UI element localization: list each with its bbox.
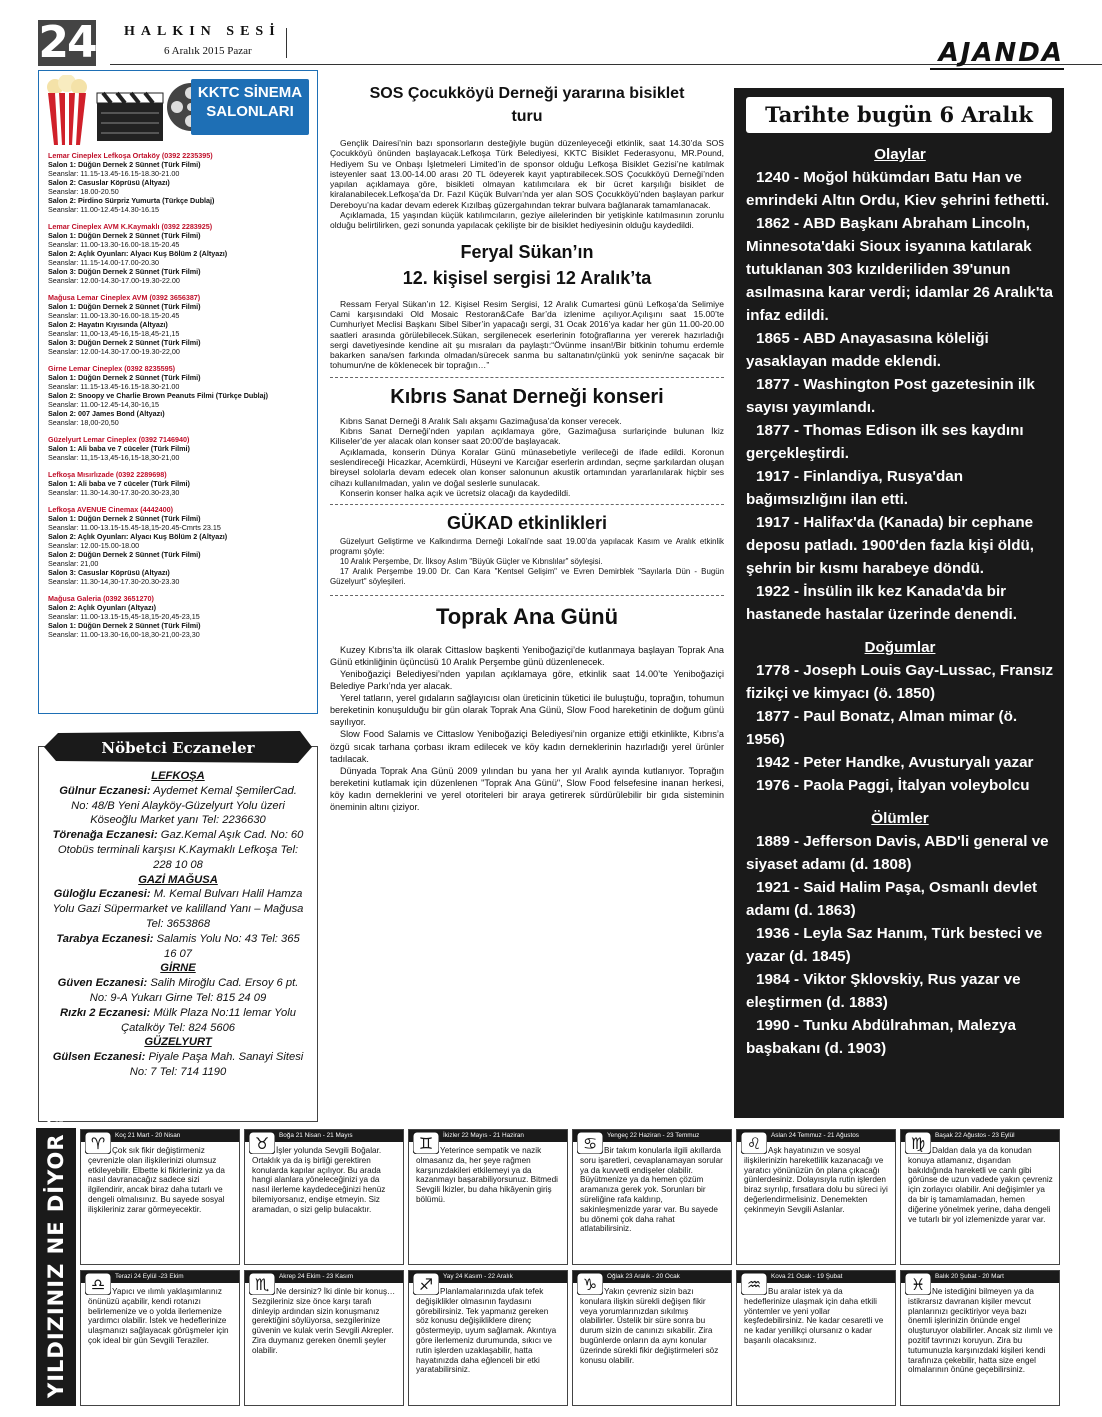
pharmacy-entry: [49, 828, 307, 872]
history-event: 1240 - Moğol hükümdarı Batu Han ve emrindeki Altın Ordu, Kiev şehrini fethetti.: [746, 169, 1050, 209]
cinema-salon: Salon 2: 007 James Bond (Altyazı): [48, 409, 165, 418]
article-paragraph: Kıbrıs Sanat Derneği 8 Aralık Salı akşamı Gazimağusa’da konser verecek.: [340, 415, 622, 426]
cancer-icon: [577, 1132, 603, 1154]
horoscope-sign-header: İkizler 22 Mayıs - 21 Haziran: [409, 1130, 567, 1142]
pharmacies-title: Nöbetci Eczaneler: [101, 739, 255, 757]
capricorn-icon: [577, 1273, 603, 1295]
horoscope-text: İşler yolunda Sevgili Boğalar. Ortaklık ya da iş birliği gerektiren konularda kapılar açılıyor. Bu arada hangi alanlara yöneleceğinizi ya da nasıl ilerleme kaydedeceğinizi henüz bilemiyorsanız, endişe etmeyin. Siz aramadan, o sizi gelip bulacaktır.: [252, 1146, 386, 1214]
cinema-showtimes: Seanslar: 12.00-14.30-17.00-19.30-22.00: [48, 276, 180, 285]
pharmacy-address: Salamis Yolu No: 43 Tel: 365 16 07: [153, 932, 300, 960]
pharmacy-name: Gülsen Eczanesi:: [52, 1051, 146, 1064]
horoscope-sign-header: Başak 22 Ağustos - 23 Eylül: [901, 1130, 1059, 1142]
cinema-salon: Salon 1: Düğün Dernek 2 Sünnet (Türk Filmi): [48, 621, 201, 630]
pisces-icon: [905, 1273, 931, 1295]
svg-text:♍: ♍: [910, 1134, 926, 1153]
pharmacy-address: Mülk Plaza No:11 lemar Yolu Çatalköy Tel: 824 5606: [120, 1006, 296, 1034]
cinema-block: [48, 293, 309, 356]
horoscope-sign-header: Akrep 24 Ekim - 23 Kasım: [245, 1271, 403, 1283]
svg-text:♒: ♒: [746, 1275, 762, 1294]
divider: [330, 504, 724, 505]
horoscope-card: [244, 1270, 404, 1406]
history-event: 1984 - Viktor Şklovskiy, Rus yazar ve eleştirmen (d. 1883): [746, 971, 1021, 1011]
cinema-salon: Salon 1: Düğün Dernek 2 Sünnet (Türk Filmi): [48, 514, 201, 523]
cinema-block: [48, 222, 309, 285]
article-paragraph: Kuzey Kıbrıs’ta ilk olarak Cittaslow başkenti Yeniboğaziçi’de kutlanmaya başlayan Toprak Ana Günü etkinliğinin üçüncüsü 10 Aralık Perşembe günü düzenlenecek.: [330, 645, 724, 668]
section-title: AJANDA: [938, 38, 1064, 68]
divider: [330, 377, 724, 378]
horoscope-side-banner: [36, 1111, 76, 1406]
horoscope-card: [736, 1270, 896, 1406]
header-divider: [286, 28, 287, 58]
cinema-showtimes: Seanslar: 11.00-12.45-14,30-16,15: [48, 400, 159, 409]
article-paragraph: Yeniboğaziçi Belediyesi’nden yapılan açıklamaya göre, etkinlik saat 14.00’te Yeniboğaziçi Belediye Parkı’nda yer alacak.: [330, 669, 724, 692]
horoscope-card: [900, 1129, 1060, 1265]
cinema-showtimes: Seanslar: 11,00-13,45-16,15-18,45-21,15: [48, 329, 180, 338]
libra-icon: [85, 1273, 111, 1295]
horoscope-sign-header: Yay 24 Kasım - 22 Aralık: [409, 1271, 567, 1283]
horoscope-sign-header: Boğa 21 Nisan - 21 Mayıs: [245, 1130, 403, 1142]
section-underline: [930, 68, 1064, 70]
cinema-block: [48, 435, 309, 462]
cinema-salon: Salon 1: Ali baba ve 7 cüceler (Türk Filmi): [48, 479, 190, 488]
article-paragraph: Slow Food Salamis ve Cittaslow Yeniboğaziçi Belediyesi’nin organize ettiği etkinlikte, Kıbrıs’a özgü sıcak tarhana çorbası ikram edilecek ve köy kadın derneklerinin hazırladığı yerel ürünler tadılacak.: [330, 729, 724, 764]
cinema-salon: Salon 1: Düğün Dernek 2 Sünnet (Türk Filmi): [48, 231, 201, 240]
gemini-icon: [413, 1132, 439, 1154]
cinema-showtimes: Seanslar: 11.15-13.45-16.15-18.30-21.00: [48, 382, 180, 391]
horoscope-card: [736, 1129, 896, 1265]
feryal-headline-2: 12. kişisel sergisi 12 Aralık’ta: [402, 267, 652, 288]
cinema-block: [48, 470, 309, 497]
cinema-salon: Salon 1: Düğün Dernek 2 Sünnet (Türk Filmi): [48, 373, 201, 382]
history-event: 1877 - Washington Post gazetesinin ilk sayısı yayımlandı.: [746, 376, 1035, 416]
taurus-icon: [249, 1132, 275, 1154]
aquarius-icon: [741, 1273, 767, 1295]
horoscope-text: Yeterince sempatik ve nazik olmasanız da, her şeye rağmen karşınızdakileri etkilemeyi ya da kazanmayı başarabiliyorsunuz. Bitmedi Sevgili İkizler, bu daha hikâyenin giriş bölümü.: [416, 1146, 558, 1204]
gukad-article: [330, 537, 724, 587]
cinema-showtimes: Seanslar: 11.00-13.30-16.00-18.15-20.45: [48, 240, 180, 249]
cinema-salon: Salon 3: Casuslar Köprüsü (Altyazı): [48, 568, 170, 577]
horoscope-text: Yakın çevreniz sizin bazı konulara ilişkin sürekli değişen fikir veya yorumlarınızdan sıkılmış olabilirler. Üstelik bir süre sonra bu durum sizin de canınızı sıkabilir. Zira bugünlerde onların da aynı konular üzerinde sürekli fikir değiştirmeleri söz konusu olabilir.: [580, 1287, 719, 1365]
history-event: 1865 - ABD Anayasasına köleliği yasaklayan madde eklendi.: [746, 330, 989, 370]
svg-text:♐: ♐: [418, 1275, 434, 1294]
cinema-list: [39, 149, 317, 639]
history-event: 1889 - Jefferson Davis, ABD'li general ve siyaset adamı (d. 1808): [746, 833, 1049, 873]
horoscope-card: [572, 1270, 732, 1406]
history-event: 1942 - Peter Handke, Avusturyalı yazar: [756, 754, 1034, 771]
horoscope-sign-header: Terazi 24 Eylül -23 Ekim: [81, 1271, 239, 1283]
sagittarius-icon: [413, 1273, 439, 1295]
cinema-name: Lefkoşa AVENUE Cinemax (4442400): [48, 505, 174, 514]
article-paragraph: Açıklamada, 15 yaşından küçük katılımcıların, geziye ailelerinden bir yetişkinle katılmasının zorunlu olduğu belirtilirken, gezi sonunda yapılacak çekilişte bir de bisiklet hediyesinin olduğu kaydedildi.: [330, 210, 724, 231]
virgo-icon: [905, 1132, 931, 1154]
sos-headline: SOS Çocukköyü Derneği yararına bisiklet turu: [369, 85, 685, 125]
article-paragraph: Güzelyurt Geliştirme ve Kalkındırma Derneği Lokali’nde saat 19.00’da yapılacak Kasım ve Aralık etkinlik programı şöyle:: [330, 537, 724, 557]
pharmacy-entry: [49, 932, 307, 962]
history-event: 1917 - Halifax'da (Kanada) bir cephane deposu patladı. 1900'den fazla kişi öldü, şehrin bir kısmı harabeye döndü.: [746, 514, 1035, 577]
article-paragraph: Dünyada Toprak Ana Günü 2009 yılından bu yana her yıl Aralık ayında kutlanıyor. Toprağın bereketini kutlamak için düzenlenen "Toprak Ana Günü", Slow Food felsefesine inanan herkesi, köy kadın derneklerini ve yerel otoriteleri bir araya getirerek sürdürülebilir bir gıda sisteminin öneminin altını çiziyor.: [330, 765, 724, 812]
pharmacy-name: Rızkı 2 Eczanesi:: [60, 1006, 151, 1019]
cinema-name: Lefkoşa Mısırlızade (0392 2289698): [48, 470, 167, 479]
scorpio-icon: [249, 1273, 275, 1295]
svg-text:♎: ♎: [90, 1275, 106, 1294]
pharmacy-name: Güven Eczanesi:: [57, 977, 148, 990]
cinema-name: Güzelyurt Lemar Cineplex (0392 7146940): [48, 435, 190, 444]
pharmacy-region: GAZİ MAĞUSA: [138, 873, 218, 886]
cinema-salon: Salon 2: Açlık Oyunları: Alyacı Kuş Bölüm 2 (Altyazı): [48, 532, 228, 541]
cinema-salon: Salon 2: Snoopy ve Charlie Brown Peanuts Filmi (Türkçe Dublaj): [48, 391, 269, 400]
pharmacy-name: Tarabya Eczanesi:: [56, 932, 154, 945]
cinema-showtimes: Seanslar: 11,15-13,45-16,15-18,30-21,00: [48, 453, 180, 462]
horoscope-sign-header: Kova 21 Ocak - 19 Şubat: [737, 1271, 895, 1283]
article-paragraph: Kıbrıs Sanat Derneği’nden yapılan açıklamaya göre, Gazimağusa surlariçinde bulunan İkiz Kiliseler’de yer alacak olan konser saat 20:00’de başlayacak.: [330, 426, 724, 447]
cinema-block: [48, 594, 309, 639]
horoscope-sign-header: Oğlak 23 Aralık - 20 Ocak: [573, 1271, 731, 1283]
article-paragraph: Açıklamada, konserin Dünya Koralar Günü münasebetiyle verileceği de ifade edildi. Koronun seslendireceği Hicazkar, Acemkürdi, Hüseyni ve Karcığar eserlerin ardından, seçme şarkılardan oluşan bireysel sololarla devam edecek olan konser salonunun akustik ortamından yararlanılarak hiçbir ses cihazı kullanılmadan, yalın ve doğal seslerle sunulacak.: [330, 446, 724, 488]
gukad-headline: GÜKAD etkinlikleri: [446, 513, 608, 534]
pharmacy-name: Gülnur Eczanesi:: [59, 784, 151, 797]
history-heading: Olaylar: [874, 146, 926, 163]
cinema-showtimes: Seanslar: 11.00-13.15-15.45-18,15-20.45-Cmrts 23.15: [48, 523, 221, 532]
svg-text:♌: ♌: [746, 1134, 762, 1153]
cinema-showtimes: Seanslar: 11.00-13.30-16,00-18,30-21,00-23,30: [48, 630, 200, 639]
history-event: 1922 - İnsülin ilk kez Kanada'da bir hastanede hastalar üzerinde denendi.: [746, 583, 1017, 623]
history-event: 1936 - Leyla Saz Hanım, Türk besteci ve yazar (d. 1845): [746, 925, 1043, 965]
horoscope-text: Yapıcı ve ılımlı yaklaşımlarınız önünüzü açabilir, kendi rotanızı belirlemenize ve o yolda ilerlemenize yardımcı olabilir. İstek ve hedeflerinize ulaşmanızı sağlayacak görüşmeler için çok ideal bir gün Sevgili Teraziler.: [88, 1287, 229, 1345]
newspaper-name: HALKIN SESİ: [124, 24, 281, 39]
horoscope-text: Daldan dala ya da konudan konuya atlamanız, dışarıdan bakıldığında hareketli ve canlı gibi görünse de uzun vadede yakın çevreniz için zorlayıcı olabilir. Ani değişimler ya da bir iş tamamlamadan, hemen diğerine yönelmek yerine, daha dengeli ve tutarlı bir yol izlemenizde yarar var.: [908, 1146, 1053, 1224]
cinema-showtimes: Seanslar: 21,00: [48, 559, 99, 568]
cinema-showtimes: Seanslar: 11.30-14.30-17.30-20.30-23,30: [48, 488, 180, 497]
pharmacy-address: Aydemet Kemal ŞemilerCad. No: 48/B Yeni Alayköy-Güzelyurt Yolu üzeri Köseoğlu Market yanı Tel: 2236630: [71, 784, 297, 827]
pharmacy-list: [39, 747, 317, 1080]
leo-icon: [741, 1132, 767, 1154]
kibris-headline: Kıbrıs Sanat Derneği konseri: [390, 385, 664, 408]
pharmacies-banner: [40, 730, 316, 764]
cinema-showtimes: Seanslar: 12.00-14.30-17.00-19.30-22,00: [48, 347, 180, 356]
article-paragraph: Gençlik Dairesi’nin bazı sponsorların desteğiyle bugün düzenleyeceği etkinlik, saat 14.30’da SOS Çocukköyü önünden başlayacak.Lefkoşa Türk Belediyesi, KKTC Bisiklet Federasyonu, MR.Pound, Hediyem Su ve Onbaşı İşletmeleri Limited’in de sponsor olduğu Lefkoşa Bisiklet Gezisi’ne katılmak isteyenler saat 13.00-14.00 arası 20 TL ödeyerek kayıt yaptırabilecek.SOS Çocukköyü Derneği’nden yapılan açıklamaya göre, bisikleti olmayan katılımcılara ek bir ücret karşılığı bisiklet de kiralanabilecek.Lefkoşa’da Dr. Fazıl Küçük Bulvarı’nda yer alan SOS Çocukköyü’nden başlayan parkur Dereboyu’na kadar devam ederek Kızılbaş güzergahından tekrar bulvara bağlanarak tamamlanacak.: [330, 138, 724, 210]
horoscope-card: [80, 1129, 240, 1265]
article-paragraph: Yerel tatların, yerel gıdaların sağlayıcısı olan üreticinin tüketici ile buluştuğu, toprağın, tohumun bereketinin konuşulduğu bir gün olarak Toprak Ana Günü, Slow Food hareketinin de doğum günü sayılıyor.: [330, 693, 724, 728]
cinema-salon: Salon 1: Ali baba ve 7 cüceler (Türk Filmi): [48, 444, 190, 453]
toprak-article: [330, 644, 724, 813]
cinema-showtimes: Seanslar: 11.30-14,30-17.30-20.30-23.30: [48, 577, 180, 586]
pharmacy-entry: [49, 1050, 307, 1080]
cinema-showtimes: Seanslar: 12.00-15.00-18.00: [48, 541, 140, 550]
pharmacy-address: Piyale Paşa Mah. Sanayi Sitesi No: 7 Tel: 714 1190: [129, 1051, 304, 1078]
cinema-showtimes: Seanslar: 11.00-12.45-14.30-16.15: [48, 205, 159, 214]
history-heading: Doğumlar: [864, 639, 936, 656]
horoscope-text: Ne dersiniz? İki dinle bir konuş… Sezgileriniz size önce karşı tarafı dinleyip ardından sizin konuşmanız gerektiğini söylüyorsa, sezgilerinize güvenin ve kulak verin Sevgili Akrepler. Zira duymanız gereken önemli şeyler olabilir.: [252, 1287, 396, 1355]
history-list: [734, 133, 1064, 1060]
cinema-salon: Salon 2: Açlık Oyunları (Altyazı): [48, 603, 156, 612]
cinema-title: KKTC SİNEMA SALONLARI: [191, 79, 309, 135]
horoscope-card: [80, 1270, 240, 1406]
cinema-salon: Salon 2: Açlık Oyunları: Alyacı Kuş Bölüm 2 (Altyazı): [48, 249, 228, 258]
sos-article: [330, 138, 724, 231]
cinema-name: Girne Lemar Cineplex (0392 8235595): [48, 364, 176, 373]
horoscope-text: Bu aralar istek ya da hedeflerinize ulaşmak için daha etkili yöntemler ve yeni yollar keşfedebilirsiniz. Ne kadar cesaretli ve ne kadar yenilikçi olursanız o kadar başarılı olacaksınız.: [744, 1287, 884, 1345]
cinema-showtimes: Seanslar: 11.15-13.45-16.15-18.30-21.00: [48, 169, 180, 178]
pharmacy-region: LEFKOŞA: [151, 770, 205, 782]
svg-text:♏: ♏: [254, 1275, 270, 1294]
cinema-showtimes: Seanslar: 18.00-20.50: [48, 187, 119, 196]
pharmacy-entry: [49, 976, 307, 1006]
horoscope-text: Ne istediğini bilmeyen ya da istikrarsız davranan kişiler mevcut planlarınızı geciktiriyor veya bazı önemli işlerinizin önünde engel oluşturuyor olabilirler. Ancak siz ılımlı ve pozitif tavrınızı koruyun. Zira bu tutumunuzla karşınızdaki kişileri kendi tarafınıza çekebilir, hatta size engel olmalarının önüne geçebilirsiniz.: [908, 1287, 1053, 1375]
svg-text:♈: ♈: [90, 1134, 106, 1153]
pharmacy-entry: [49, 887, 307, 931]
horoscope-text: Aşk hayatınızın ve sosyal ilişkilerinizin hareketlilik kazanacağı ve yaratıcı yönünüzün ön plana çıkacağı günlerdesiniz. Dolayısıyla rutin işlerden biraz sıyrılıp, fırsatlara dolu bu süreci iyi değerlendirmelisiniz. Denemekten çekinmeyin Sevgili Aslanlar.: [744, 1146, 888, 1214]
horoscope-title: YILDIZINIZ NE DİYOR ?: [44, 1111, 68, 1398]
pharmacy-region: GİRNE: [160, 962, 196, 975]
history-event: 1877 - Thomas Edison ilk ses kaydını gerçekleştirdi.: [746, 422, 1024, 462]
history-title: Tarihte bugün 6 Aralık: [746, 97, 1052, 133]
cinema-showtimes: Seanslar: 11.15-14.00-17.00-20.30: [48, 258, 159, 267]
horoscope-card: [900, 1270, 1060, 1406]
history-event: 1921 - Said Halim Paşa, Osmanlı devlet adamı (d. 1863): [746, 879, 1038, 919]
svg-text:♓: ♓: [910, 1275, 926, 1294]
pharmacy-address: M. Kemal Bulvarı Halil Hamza Yolu Gazi Süpermarket ve kalilland Yanı – Mağusa Tel: 3653868: [52, 888, 304, 930]
pharmacy-entry: [49, 784, 307, 828]
horoscope-card: [408, 1270, 568, 1406]
cinema-header: [39, 71, 317, 149]
cinema-salon: Salon 2: Düğün Dernek 2 Sünnet (Türk Filmi): [48, 550, 201, 559]
cinema-showtimes: Seanslar: 11.00-13.30-16.00-18.15-20.45: [48, 311, 180, 320]
pharmacy-address: Gaz.Kemal Aşık Cad. No: 60 Otobüs terminali karşısı K.Kaymaklı Lefkoşa Tel: 228 10 08: [57, 829, 304, 871]
history-event: 1862 - ABD Başkanı Abraham Lincoln, Minnesota'daki Sioux isyanına katılarak tutuklanan 303 kızılderiliden 39'unun asılmasına karar verdi; idamlar 26 Aralık'ta infaz edildi.: [746, 215, 1053, 324]
horoscope-card: [408, 1129, 568, 1265]
history-event: 1877 - Paul Bonatz, Alman mimar (ö. 1956): [746, 708, 1018, 748]
pharmacy-address: Salih Miroğlu Cad. Ersoy 6 pt. No: 9-A Yukarı Girne Tel: 815 24 09: [89, 977, 299, 1004]
history-event: 1976 - Paola Paggi, İtalyan voleybolcu: [756, 777, 1030, 794]
popcorn-icon: [45, 75, 89, 147]
news-column: [330, 82, 724, 813]
cinema-listings: [38, 70, 318, 714]
divider: [330, 595, 724, 596]
cinema-salon: Salon 2: Pirdino Sürpriz Yumurta (Türkçe Dublaj): [48, 196, 215, 205]
article-paragraph: 17 Aralık Perşembe 19.00 Dr. Can Kara "Kentsel Gelişim" ve Evren Demirblek "Sayılarla Dün - Bugün Güzelyurt" söyleşileri.: [330, 567, 724, 587]
horoscope-text: Bir takım konularla ilgili akıllarda soru işaretleri, cevaplanamayan sorular ya da kuvvetli endişeler olabilir. Büyütmenize ya da hemen çözüm aramanıza gerek yok. Sorunları bir süreliğine rafa kaldırıp, sakinleşmenizde yarar var. Bu sayede bu dönemi çok daha rahat atlatabilirsiniz.: [580, 1146, 723, 1234]
svg-text:♑: ♑: [582, 1275, 598, 1294]
feryal-headline-1: Feryal Sükan’ın: [460, 241, 594, 262]
history-event: 1778 - Joseph Louis Gay-Lussac, Fransız fizikçi ve kimyacı (ö. 1850): [746, 662, 1054, 702]
pharmacy-entry: [49, 1006, 307, 1036]
article-paragraph: 10 Aralık Perşembe, Dr. İlksoy Aslım "Büyük Güçler ve Kıbrıslılar" söyleşisi.: [340, 557, 603, 567]
pharmacy-name: Törenağa Eczanesi:: [52, 829, 158, 842]
horoscope-sign-header: Aslan 24 Temmuz - 21 Ağustos: [737, 1130, 895, 1142]
toprak-headline: Toprak Ana Günü: [435, 604, 619, 630]
article-paragraph: Ressam Feryal Sükan’ın 12. Kişisel Resim Sergisi, 12 Aralık Cumartesi günü Lefkoşa’da Selimiye Cami karşısındaki Old Mosaic Restoran&Cafe Bar’da izlenime açılıyor.Açılışını saat 15.00’te Cumhuriyet Meclisi Başkanı Sibel Siber’in yapacağı sergi, 31 Ocak 2016’ya kadar her gün 11.00-20.00 saatleri arasında görülebilecek.Sükan, sergilenecek eserlerinin fotoğraflarına yer vererek hazırladığı sergi davetiyesinde kendine ait şu mısraları da paylaştı:“Övünme insan!/Bir bitkinin tohumu erdemle bakarken sana/sen farkında olmadan/sürecek sanma bu saltanatın/çünkü yok senin/ne saçacak bir tohumun/ne de köklenecek bir toprağın…”: [330, 298, 724, 371]
horoscope-text: Çok sık fikir değiştirmeniz çevrenizle olan ilişkilerinizi olumsuz etkileyebilir. Elbette ki fikirleriniz ya da nasıl davranacağız sadece sizi ilgilendirir, ancak biraz daha tutarlı ve dengeli olmalısınız. Bu sayede sosyal ilişkileriniz zarar görmeyecektir.: [88, 1146, 225, 1214]
history-heading: Ölümler: [871, 810, 929, 827]
svg-text:♊: ♊: [418, 1134, 434, 1153]
pharmacies-box: [38, 746, 318, 1122]
horoscope-sign-header: Yengeç 22 Haziran - 23 Temmuz: [573, 1130, 731, 1142]
cinema-showtimes: Seanslar: 18,00-20,50: [48, 418, 119, 427]
cinema-block: [48, 151, 309, 214]
kibris-article: [330, 416, 724, 498]
cinema-salon: Salon 2: Hayatın Kıyısında (Altyazı): [48, 320, 168, 329]
article-paragraph: Konserin konser halka açık ve ücretsiz olacağı da kaydedildi.: [340, 487, 571, 498]
issue-date: 6 Aralık 2015 Pazar: [164, 45, 252, 57]
horoscope-card: [244, 1129, 404, 1265]
cinema-name: Mağusa Lemar Cineplex AVM (0392 3656387): [48, 293, 201, 302]
history-event: 1990 - Tunku Abdülrahman, Malezya başbakanı (d. 1903): [746, 1017, 1016, 1057]
pharmacy-name: Güloğlu Eczanesi:: [53, 888, 151, 901]
feryal-article: [330, 299, 724, 371]
cinema-name: Lemar Cineplex Lefkoşa Ortaköy (0392 2235395): [48, 151, 213, 160]
cinema-salon: Salon 1: Düğün Dernek 2 Sünnet (Türk Filmi): [48, 302, 201, 311]
history-box: [734, 88, 1064, 1118]
cinema-salon: Salon 1: Düğün Dernek 2 Sünnet (Türk Filmi): [48, 160, 201, 169]
cinema-salon: Salon 2: Casuslar Köprüsü (Altyazı): [48, 178, 170, 187]
horoscope-card: [572, 1129, 732, 1265]
svg-text:♉: ♉: [254, 1134, 270, 1153]
pharmacy-region: GÜZELYURT: [144, 1036, 212, 1049]
svg-text:♋: ♋: [582, 1134, 598, 1153]
cinema-showtimes: Seanslar: 11.00-13.15-15,45-18,15-20,45-23,15: [48, 612, 200, 621]
clapperboard-icon: [95, 89, 165, 143]
aries-icon: [85, 1132, 111, 1154]
page-number: 24: [38, 17, 96, 68]
cinema-name: Lemar Cineplex AVM K.Kaymaklı (0392 2283925): [48, 222, 213, 231]
cinema-block: [48, 505, 309, 586]
history-event: 1917 - Finlandiya, Rusya'dan bağımsızlığını ilan etti.: [746, 468, 964, 508]
cinema-block: [48, 364, 309, 427]
horoscope-text: Planlamalarınızda ufak tefek değişiklikler olmasının faydasını görebilirsiniz. Tek yapmanız gereken söz konusu değişikliklere direnç göstermeyip, uyum sağlamak. Akıntıya göre ilerlemeniz durumunda, sıkıcı ve rutin işlerden uzaklaşabilir, hatta hayatınızda daha eğlenceli bir etki yaratabilirsiniz.: [416, 1287, 557, 1375]
cinema-salon: Salon 3: Düğün Dernek 2 Sünnet (Türk Filmi): [48, 338, 201, 347]
cinema-name: Mağusa Galeria (0392 3651270): [48, 594, 154, 603]
horoscope-sign-header: Balık 20 Şubat - 20 Mart: [901, 1271, 1059, 1283]
cinema-salon: Salon 3: Düğün Dernek 2 Sünnet (Türk Filmi): [48, 267, 201, 276]
horoscope-sign-header: Koç 21 Mart - 20 Nisan: [81, 1130, 239, 1142]
